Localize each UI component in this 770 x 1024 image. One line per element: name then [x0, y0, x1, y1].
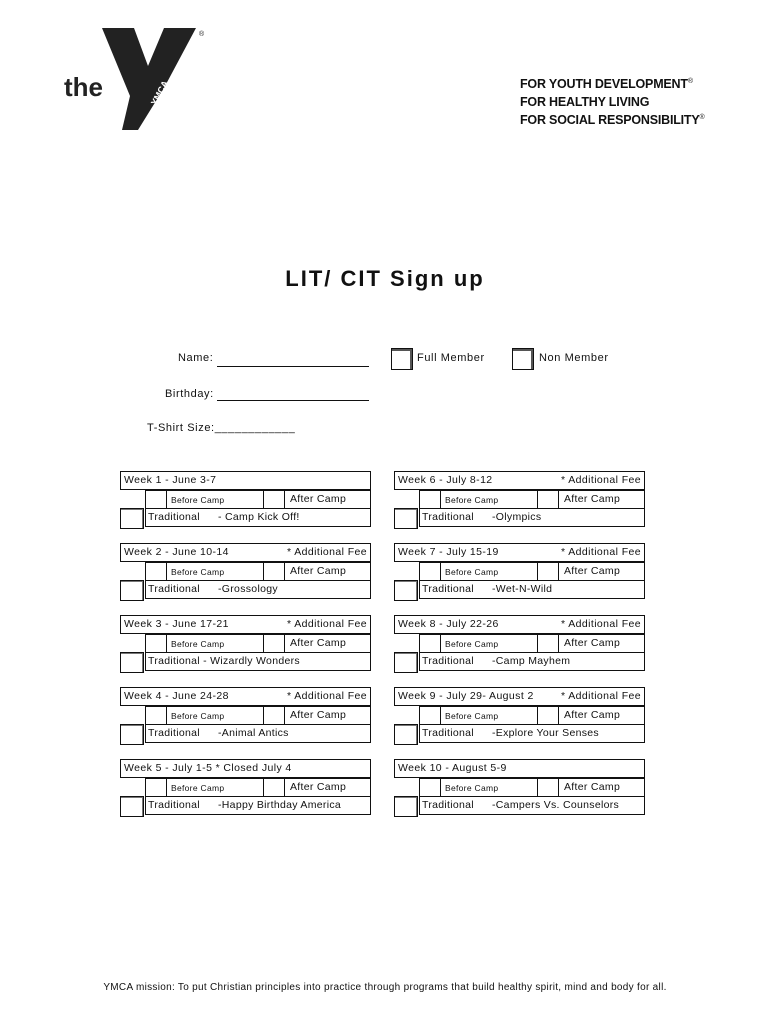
week-header [120, 615, 371, 634]
traditional-row [419, 724, 645, 743]
traditional-row [145, 724, 371, 743]
tagline-healthy: FOR HEALTHY LIVING [520, 95, 650, 109]
traditional-label: Traditional [422, 799, 474, 811]
before-camp-label: Before Camp [171, 783, 225, 793]
after-camp-checkbox[interactable] [263, 635, 285, 652]
week-label: Week 10 - August 5-9 [398, 762, 507, 774]
additional-fee-note: * Additional Fee [561, 474, 641, 486]
before-camp-label: Before Camp [171, 711, 225, 721]
traditional-checkbox[interactable] [394, 580, 418, 601]
traditional-label: Traditional [148, 799, 200, 811]
ymca-logo [60, 26, 220, 136]
before-camp-checkbox[interactable] [420, 563, 441, 580]
before-after-row [145, 634, 371, 653]
traditional-label: Traditional [422, 583, 474, 595]
week-theme: -Grossology [218, 583, 278, 595]
before-after-row [419, 778, 645, 797]
after-camp-checkbox[interactable] [263, 491, 285, 508]
before-camp-checkbox[interactable] [420, 707, 441, 724]
full-member-checkbox[interactable] [391, 348, 413, 370]
additional-fee-note: * Additional Fee [287, 546, 367, 558]
week-label: Week 9 - July 29- August 2 [398, 690, 534, 702]
after-camp-checkbox[interactable] [537, 779, 559, 796]
additional-fee-note: * Additional Fee [561, 690, 641, 702]
before-camp-label: Before Camp [445, 639, 499, 649]
week-header [394, 759, 645, 778]
full-member-label: Full Member [417, 352, 485, 364]
before-camp-label: Before Camp [445, 783, 499, 793]
before-after-row [145, 706, 371, 725]
before-camp-label: Before Camp [445, 567, 499, 577]
week-header [394, 471, 645, 490]
traditional-checkbox[interactable] [120, 724, 144, 745]
week-header [394, 687, 645, 706]
week-block [394, 471, 644, 527]
after-camp-checkbox[interactable] [263, 707, 285, 724]
before-after-row [145, 490, 371, 509]
before-camp-checkbox[interactable] [146, 635, 167, 652]
after-camp-label: After Camp [564, 565, 621, 577]
traditional-label: Traditional [422, 655, 474, 667]
tshirt-size-field[interactable]: T-Shirt Size:____________ [147, 422, 296, 434]
week-theme: -Campers Vs. Counselors [492, 799, 620, 811]
traditional-checkbox[interactable] [394, 724, 418, 745]
traditional-label: Traditional [422, 511, 474, 523]
week-theme: -Happy Birthday America [218, 799, 342, 811]
before-camp-checkbox[interactable] [420, 779, 441, 796]
mission-statement: YMCA mission: To put Christian principles into practice through programs that build healthy spirit, mind and body for all. [103, 982, 667, 993]
traditional-row [145, 508, 371, 527]
before-camp-checkbox[interactable] [420, 491, 441, 508]
before-after-row [419, 562, 645, 581]
week-label: Week 1 - June 3-7 [124, 474, 217, 486]
before-camp-label: Before Camp [171, 639, 225, 649]
week-header [120, 543, 371, 562]
week-label: Week 2 - June 10-14 [124, 546, 229, 558]
after-camp-label: After Camp [564, 637, 621, 649]
birthday-field[interactable] [217, 400, 369, 401]
week-label: Week 8 - July 22-26 [398, 618, 499, 630]
after-camp-checkbox[interactable] [263, 563, 285, 580]
week-block [394, 687, 644, 743]
traditional-row [419, 652, 645, 671]
before-after-row [145, 562, 371, 581]
logo-registered-mark: ® [199, 31, 205, 38]
week-block [394, 615, 644, 671]
week-header [394, 543, 645, 562]
non-member-label: Non Member [539, 352, 609, 364]
week-block [394, 759, 644, 815]
before-camp-label: Before Camp [445, 711, 499, 721]
before-camp-checkbox[interactable] [420, 635, 441, 652]
tagline-social: FOR SOCIAL RESPONSIBILITY® [520, 113, 705, 127]
after-camp-checkbox[interactable] [537, 491, 559, 508]
week-theme: - Camp Kick Off! [218, 511, 300, 523]
before-after-row [145, 778, 371, 797]
traditional-label: Traditional [422, 727, 474, 739]
traditional-row [145, 580, 371, 599]
before-after-row [419, 634, 645, 653]
traditional-row [419, 580, 645, 599]
before-after-row [419, 706, 645, 725]
before-after-row [419, 490, 645, 509]
before-camp-checkbox[interactable] [146, 779, 167, 796]
after-camp-label: After Camp [564, 709, 621, 721]
after-camp-label: After Camp [290, 565, 347, 577]
before-camp-checkbox[interactable] [146, 563, 167, 580]
traditional-label: Traditional [148, 727, 200, 739]
traditional-label: Traditional [148, 511, 200, 523]
before-camp-checkbox[interactable] [146, 707, 167, 724]
week-block [394, 543, 644, 599]
traditional-checkbox[interactable] [120, 796, 144, 817]
logo-ymca-text: YMCA [148, 78, 171, 107]
logo-the-text: the [64, 72, 103, 102]
week-theme: -Wet-N-Wild [492, 583, 553, 595]
week-header [120, 759, 371, 778]
after-camp-label: After Camp [290, 781, 347, 793]
week-block [120, 687, 370, 743]
additional-fee-note: * Additional Fee [287, 690, 367, 702]
logo-y-shape [102, 28, 196, 130]
week-block [120, 615, 370, 671]
birthday-label: Birthday: [165, 388, 214, 400]
traditional-label: Traditional [148, 583, 200, 595]
after-camp-checkbox[interactable] [537, 563, 559, 580]
week-theme: -Animal Antics [218, 727, 289, 739]
week-theme: Traditional - Wizardly Wonders [148, 655, 300, 667]
before-camp-label: Before Camp [171, 567, 225, 577]
additional-fee-note: * Additional Fee [561, 618, 641, 630]
after-camp-checkbox[interactable] [537, 707, 559, 724]
traditional-row [145, 652, 371, 671]
page-title: LIT/ CIT Sign up [285, 266, 485, 291]
week-theme: -Olympics [492, 511, 542, 523]
after-camp-label: After Camp [564, 781, 621, 793]
traditional-checkbox[interactable] [120, 652, 144, 673]
name-label: Name: [178, 352, 214, 364]
traditional-row [419, 796, 645, 815]
week-label: Week 7 - July 15-19 [398, 546, 499, 558]
traditional-row [419, 508, 645, 527]
week-label: Week 5 - July 1-5 * Closed July 4 [124, 762, 292, 774]
traditional-row [145, 796, 371, 815]
week-theme: -Camp Mayhem [492, 655, 571, 667]
after-camp-label: After Camp [290, 493, 347, 505]
week-label: Week 4 - June 24-28 [124, 690, 229, 702]
non-member-checkbox[interactable] [512, 348, 534, 370]
week-label: Week 6 - July 8-12 [398, 474, 493, 486]
week-block [120, 759, 370, 815]
traditional-checkbox[interactable] [120, 508, 144, 529]
week-theme: -Explore Your Senses [492, 727, 599, 739]
week-header [120, 687, 371, 706]
name-field[interactable] [217, 366, 369, 367]
additional-fee-note: * Additional Fee [561, 546, 641, 558]
after-camp-label: After Camp [564, 493, 621, 505]
before-camp-label: Before Camp [171, 495, 225, 505]
traditional-checkbox[interactable] [394, 796, 418, 817]
after-camp-checkbox[interactable] [537, 635, 559, 652]
after-camp-checkbox[interactable] [263, 779, 285, 796]
week-block [120, 471, 370, 527]
before-camp-label: Before Camp [445, 495, 499, 505]
week-header [394, 615, 645, 634]
after-camp-label: After Camp [290, 709, 347, 721]
before-camp-checkbox[interactable] [146, 491, 167, 508]
week-label: Week 3 - June 17-21 [124, 618, 229, 630]
week-block [120, 543, 370, 599]
after-camp-label: After Camp [290, 637, 347, 649]
week-header [120, 471, 371, 490]
traditional-checkbox[interactable] [394, 652, 418, 673]
traditional-checkbox[interactable] [120, 580, 144, 601]
traditional-checkbox[interactable] [394, 508, 418, 529]
tagline-youth: FOR YOUTH DEVELOPMENT® [520, 77, 693, 91]
additional-fee-note: * Additional Fee [287, 618, 367, 630]
